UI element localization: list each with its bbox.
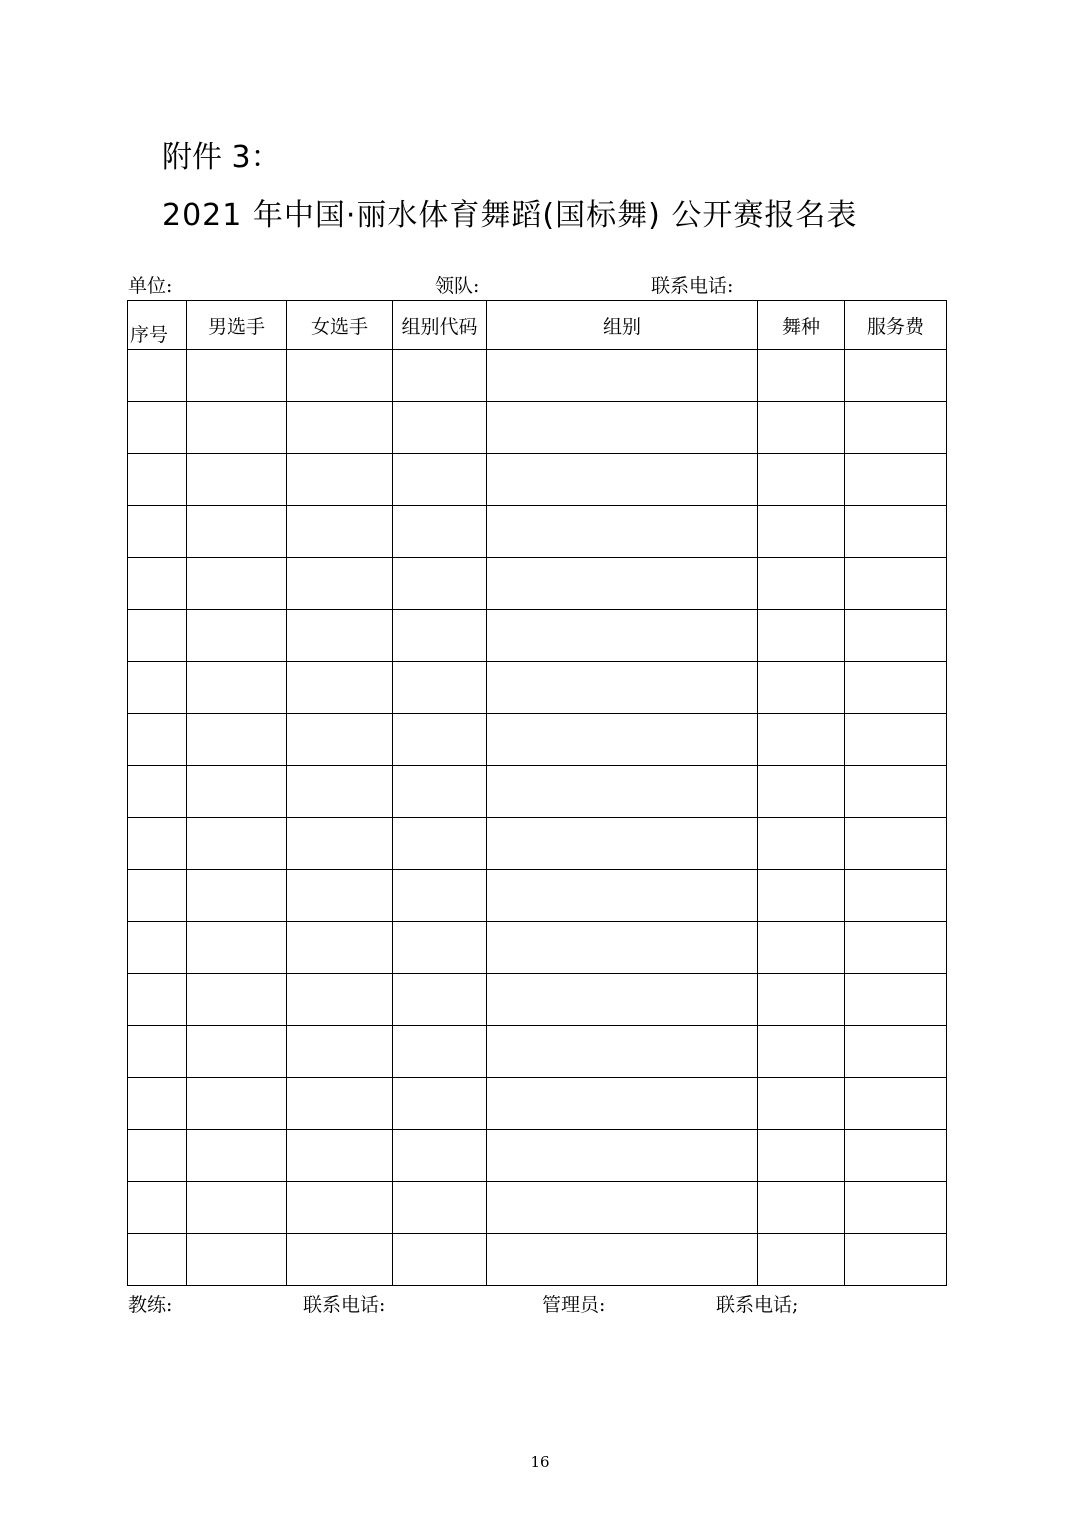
- unit-label: 单位:: [128, 275, 173, 297]
- table-cell[interactable]: [487, 818, 758, 870]
- table-cell[interactable]: [758, 1182, 845, 1234]
- table-cell[interactable]: [393, 662, 487, 714]
- manager-label: 管理员:: [542, 1294, 606, 1316]
- header-dance-type: 舞种: [758, 301, 845, 350]
- table-cell[interactable]: [393, 1234, 487, 1286]
- header-serial: 序号: [128, 301, 187, 350]
- table-cell[interactable]: [758, 402, 845, 454]
- table-row: [128, 818, 947, 870]
- table-row: [128, 870, 947, 922]
- table-cell[interactable]: [128, 1130, 187, 1182]
- table-cell[interactable]: [487, 1026, 758, 1078]
- table-cell[interactable]: [393, 1130, 487, 1182]
- table-cell[interactable]: [845, 974, 947, 1026]
- table-cell[interactable]: [287, 766, 393, 818]
- table-body: [128, 350, 947, 1286]
- table-cell[interactable]: [187, 1182, 287, 1234]
- table-cell[interactable]: [758, 766, 845, 818]
- table-cell[interactable]: [187, 922, 287, 974]
- table-cell[interactable]: [287, 974, 393, 1026]
- table-cell[interactable]: [845, 870, 947, 922]
- table-cell[interactable]: [128, 454, 187, 506]
- table-cell[interactable]: [128, 974, 187, 1026]
- leader-label: 领队:: [435, 275, 480, 297]
- table-cell[interactable]: [758, 714, 845, 766]
- table-cell[interactable]: [287, 1078, 393, 1130]
- coach-phone-label: 联系电话:: [303, 1294, 386, 1316]
- table-cell[interactable]: [128, 1182, 187, 1234]
- table-row: [128, 558, 947, 610]
- table-cell[interactable]: [287, 870, 393, 922]
- table-cell[interactable]: [187, 1026, 287, 1078]
- table-row: [128, 1182, 947, 1234]
- table-cell[interactable]: [487, 766, 758, 818]
- table-cell[interactable]: [487, 870, 758, 922]
- table-cell[interactable]: [187, 870, 287, 922]
- table-cell[interactable]: [845, 402, 947, 454]
- table-row: [128, 506, 947, 558]
- table-row: [128, 922, 947, 974]
- table-cell[interactable]: [187, 558, 287, 610]
- table-cell[interactable]: [187, 454, 287, 506]
- table-cell[interactable]: [758, 974, 845, 1026]
- table-cell[interactable]: [128, 1026, 187, 1078]
- table-cell[interactable]: [187, 350, 287, 402]
- table-cell[interactable]: [287, 402, 393, 454]
- table-cell[interactable]: [758, 610, 845, 662]
- table-cell[interactable]: [287, 350, 393, 402]
- table-header-row: [128, 301, 947, 350]
- table-cell[interactable]: [487, 558, 758, 610]
- table-cell[interactable]: [128, 870, 187, 922]
- table-cell[interactable]: [487, 1182, 758, 1234]
- table-cell[interactable]: [845, 662, 947, 714]
- table-cell[interactable]: [487, 662, 758, 714]
- table-cell[interactable]: [758, 1078, 845, 1130]
- table-cell[interactable]: [393, 766, 487, 818]
- table-cell[interactable]: [287, 922, 393, 974]
- table-cell[interactable]: [487, 610, 758, 662]
- table-cell[interactable]: [845, 714, 947, 766]
- table-cell[interactable]: [393, 818, 487, 870]
- table-cell[interactable]: [845, 610, 947, 662]
- attachment-label: 附件 3：: [162, 140, 281, 175]
- table-row: [128, 714, 947, 766]
- table-cell[interactable]: [487, 1234, 758, 1286]
- table-cell[interactable]: [393, 1182, 487, 1234]
- table-cell[interactable]: [845, 1234, 947, 1286]
- table-cell[interactable]: [287, 662, 393, 714]
- table-cell[interactable]: [128, 818, 187, 870]
- table-cell[interactable]: [845, 1182, 947, 1234]
- table-cell[interactable]: [187, 714, 287, 766]
- table-cell[interactable]: [287, 1182, 393, 1234]
- table-cell[interactable]: [128, 662, 187, 714]
- table-cell[interactable]: [758, 662, 845, 714]
- table-cell[interactable]: [128, 558, 187, 610]
- table-cell[interactable]: [393, 714, 487, 766]
- table-cell[interactable]: [845, 766, 947, 818]
- table-cell[interactable]: [187, 610, 287, 662]
- header-male-player: 男选手: [187, 301, 287, 350]
- table-cell[interactable]: [845, 558, 947, 610]
- table-row: [128, 1234, 947, 1286]
- table-cell[interactable]: [187, 1130, 287, 1182]
- table-cell[interactable]: [845, 350, 947, 402]
- table-cell[interactable]: [393, 402, 487, 454]
- table-cell[interactable]: [845, 506, 947, 558]
- table-cell[interactable]: [487, 1130, 758, 1182]
- table-cell[interactable]: [128, 402, 187, 454]
- table-cell[interactable]: [487, 974, 758, 1026]
- table-cell[interactable]: [758, 922, 845, 974]
- table-cell[interactable]: [128, 714, 187, 766]
- registration-table: [127, 300, 947, 1286]
- table-cell[interactable]: [187, 402, 287, 454]
- table-cell[interactable]: [287, 1234, 393, 1286]
- header-service-fee: 服务费: [845, 301, 947, 350]
- table-cell[interactable]: [758, 506, 845, 558]
- table-cell[interactable]: [187, 974, 287, 1026]
- table-cell[interactable]: [287, 714, 393, 766]
- table-cell[interactable]: [287, 818, 393, 870]
- table-cell[interactable]: [758, 350, 845, 402]
- table-cell[interactable]: [845, 454, 947, 506]
- table-cell[interactable]: [128, 766, 187, 818]
- table-row: [128, 662, 947, 714]
- table-cell[interactable]: [393, 1026, 487, 1078]
- table-cell[interactable]: [845, 1078, 947, 1130]
- table-cell[interactable]: [758, 1026, 845, 1078]
- table-cell[interactable]: [187, 1234, 287, 1286]
- table-cell[interactable]: [758, 1130, 845, 1182]
- table-cell[interactable]: [128, 610, 187, 662]
- table-cell[interactable]: [487, 1078, 758, 1130]
- table-cell[interactable]: [393, 1078, 487, 1130]
- table-cell[interactable]: [845, 922, 947, 974]
- coach-label: 教练:: [128, 1294, 173, 1316]
- table-cell[interactable]: [128, 506, 187, 558]
- table-cell[interactable]: [758, 558, 845, 610]
- table-row: [128, 1078, 947, 1130]
- table-cell[interactable]: [845, 818, 947, 870]
- table-row: [128, 1130, 947, 1182]
- table-cell[interactable]: [128, 922, 187, 974]
- table-cell[interactable]: [128, 1234, 187, 1286]
- table-cell[interactable]: [128, 350, 187, 402]
- table-cell[interactable]: [487, 506, 758, 558]
- page-number: 16: [530, 1453, 550, 1471]
- table-cell[interactable]: [758, 870, 845, 922]
- table-cell[interactable]: [393, 610, 487, 662]
- table-cell[interactable]: [487, 922, 758, 974]
- table-cell[interactable]: [758, 818, 845, 870]
- table-cell[interactable]: [287, 610, 393, 662]
- table-cell[interactable]: [487, 454, 758, 506]
- table-cell[interactable]: [187, 662, 287, 714]
- manager-phone-label: 联系电话;: [716, 1294, 799, 1316]
- header-group-code: 组别代码: [393, 301, 487, 350]
- contact-phone-label: 联系电话:: [651, 275, 734, 297]
- table-cell[interactable]: [393, 558, 487, 610]
- table-row: [128, 766, 947, 818]
- header-group: 组别: [487, 301, 758, 350]
- table-cell[interactable]: [187, 818, 287, 870]
- table-cell[interactable]: [393, 454, 487, 506]
- table-cell[interactable]: [393, 974, 487, 1026]
- table-cell[interactable]: [845, 1130, 947, 1182]
- table-cell[interactable]: [393, 506, 487, 558]
- table-cell[interactable]: [287, 1130, 393, 1182]
- table-cell[interactable]: [487, 714, 758, 766]
- table-cell[interactable]: [287, 558, 393, 610]
- table-cell[interactable]: [187, 1078, 287, 1130]
- form-title: 2021 年中国·丽水体育舞蹈(国标舞) 公开赛报名表: [162, 198, 858, 233]
- table-cell[interactable]: [758, 454, 845, 506]
- table-row: [128, 454, 947, 506]
- table-cell[interactable]: [287, 506, 393, 558]
- table-cell[interactable]: [487, 402, 758, 454]
- table-cell[interactable]: [187, 766, 287, 818]
- table-row: [128, 1026, 947, 1078]
- table-cell[interactable]: [845, 1026, 947, 1078]
- table-cell[interactable]: [287, 454, 393, 506]
- table-row: [128, 350, 947, 402]
- table-cell[interactable]: [393, 922, 487, 974]
- table-row: [128, 610, 947, 662]
- table-cell[interactable]: [393, 870, 487, 922]
- table-cell[interactable]: [128, 1078, 187, 1130]
- table-cell[interactable]: [187, 506, 287, 558]
- table-row: [128, 974, 947, 1026]
- table-cell[interactable]: [287, 1026, 393, 1078]
- header-female-player: 女选手: [287, 301, 393, 350]
- table-cell[interactable]: [487, 350, 758, 402]
- table-cell[interactable]: [758, 1234, 845, 1286]
- table-row: [128, 402, 947, 454]
- table-cell[interactable]: [393, 350, 487, 402]
